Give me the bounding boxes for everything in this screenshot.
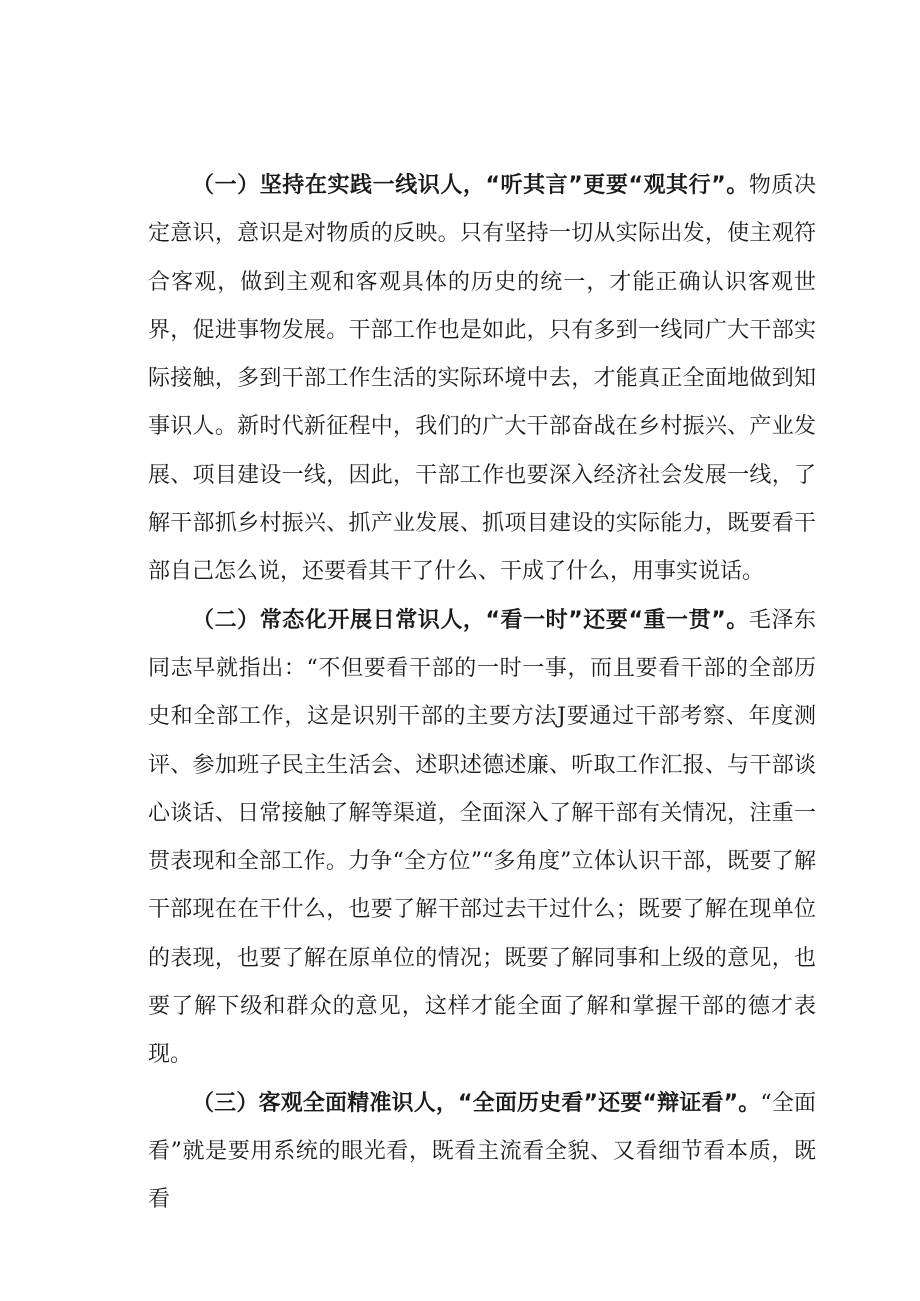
paragraph-2 [148,597,816,1080]
paragraph-1-body: 物质决定意识，意识是对物质的反映。只有坚持一切从实际出发，使主观符合客观，做到主观和客观具体的历史的统一，才能正确认识客观世界，促进事物发展。干部工作也是如此，只有多到一线同广大干部实际接触，多到干部工作生活的实际环境中去，才能真正全面地做到知事识人。新时代新征程中，我们的广大干部奋战在乡村振兴、产业发展、项目建设一线，因此，干部工作也要深入经济社会发展一线，了解干部抓乡村振兴、抓产业发展、抓项目建设的实际能力，既要看干部自己怎么说，还要看其干了什么、干成了什么，用事实说话。 [148,173,816,585]
paragraph-1-heading: （一）坚持在实践一线识人，“听其言”更要“观其行”。 [192,173,749,198]
paragraph-3-body: “全面看”就是要用系统的眼光看，既看主流看全貌、又看细节看本质，既看 [148,1090,816,1213]
paragraph-2-body: 毛泽东同志早就指出：“不但要看干部的一时一事，而且要看干部的全部历史和全部工作，这是识别干部的主要方法J要通过干部考察、年度测评、参加班子民主生活会、述职述德述廉、听取工作汇报、与干部谈心谈话、日常接触了解等渠道，全面深入了解干部有关情况，注重一贯表现和全部工作。力争“全方位”“多角度”立体认识干部，既要了解干部现在在干什么，也要了解干部过去干过什么；既要了解在现单位的表现，也要了解在原单位的情况；既要了解同事和上级的意见，也要了解下级和群众的意见，这样才能全面了解和掌握干部的德才表现。 [148,607,816,1068]
paragraph-3-heading: （三）客观全面精准识人，“全面历史看”还要“辩证看”。 [192,1090,761,1116]
document-body [148,162,816,1225]
paragraph-3 [148,1080,816,1225]
paragraph-1 [148,162,816,597]
paragraph-2-heading: （二）常态化开展日常识人，“看一时”还要“重一贯”。 [192,607,749,633]
